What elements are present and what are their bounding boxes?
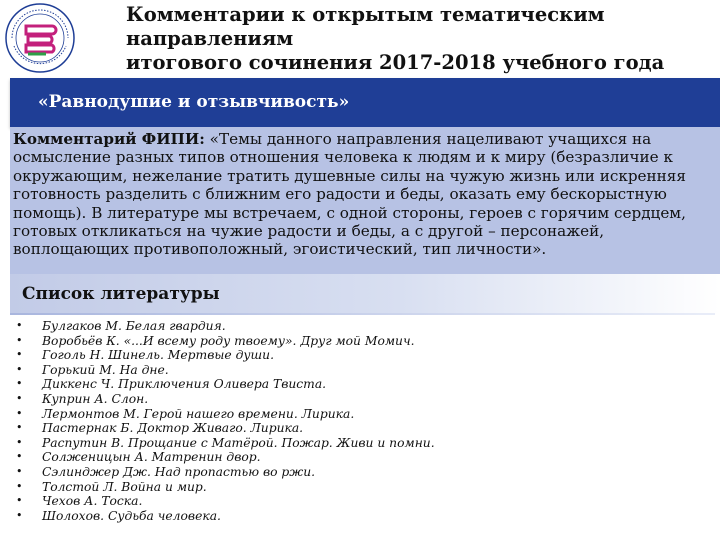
list-item: • Куприн А. Слон. xyxy=(16,391,149,406)
bullet: • xyxy=(16,391,23,405)
bullet: • xyxy=(16,333,23,347)
comment-text: «Темы данного направления нацеливают учащихся на осмысление разных типов отношения человека к людям и к миру (безразличие к окружающим, нежелание тратить душевные силы на чужую жизнь или искренняя готовность разделить с ближним его радости и беды, оказать ему бескорыстную помощь). В литературе мы встречаем, с одной стороны, героев с горячим сердцем, готовых откликаться на чужие радости и беды, а с другой – персонажей, воплощающих противоположный, эгоистический, тип личности». xyxy=(13,130,686,259)
bullet: • xyxy=(16,479,23,493)
literature-list xyxy=(16,319,706,523)
bullet: • xyxy=(16,362,23,376)
list-item: • Лермонтов М. Герой нашего времени. Лирика. xyxy=(16,406,355,421)
institute-emblem-icon xyxy=(4,2,76,74)
list-item: • Солженицын А. Матренин двор. xyxy=(16,450,261,465)
list-item: • Толстой Л. Война и мир. xyxy=(16,479,207,494)
bullet: • xyxy=(16,377,23,391)
list-item: • Сэлинджер Дж. Над пропастью во ржи. xyxy=(16,464,316,479)
section-divider xyxy=(10,313,715,315)
bullet: • xyxy=(16,450,23,464)
bullet: • xyxy=(16,421,23,435)
bullet: • xyxy=(16,435,23,449)
literature-heading: Список литературы xyxy=(10,274,720,314)
list-item: • Шолохов. Судьба человека. xyxy=(16,508,221,523)
bullet: • xyxy=(16,348,23,362)
bullet: • xyxy=(16,464,23,478)
title-line-2: итогового сочинения 2017-2018 учебного года xyxy=(126,51,665,74)
title-line-1: Комментарии к открытым тематическим направлениям xyxy=(126,3,605,50)
list-item: • Чехов А. Тоска. xyxy=(16,494,143,509)
fipi-comment-block xyxy=(10,127,720,274)
list-item: • Распутин В. Прощание с Матёрой. Пожар. Живи и помни. xyxy=(16,435,435,450)
bullet: • xyxy=(16,319,23,332)
topic-banner: «Равнодушие и отзывчивость» xyxy=(10,78,720,127)
bullet: • xyxy=(16,508,23,522)
comment-lead: Комментарий ФИПИ: xyxy=(13,130,205,148)
bullet: • xyxy=(16,406,23,420)
bullet: • xyxy=(16,494,23,508)
list-item: • Горький М. На дне. xyxy=(16,362,169,377)
page-title xyxy=(126,3,720,75)
list-item: • Воробьёв К. «...И всему роду твоему». Друг мой Момич. xyxy=(16,333,415,348)
list-item: • Диккенс Ч. Приключения Оливера Твиста. xyxy=(16,377,327,392)
list-item: • Пастернак Б. Доктор Живаго. Лирика. xyxy=(16,421,304,436)
list-item: • Булгаков М. Белая гвардия. xyxy=(16,319,226,333)
list-item: • Гоголь Н. Шинель. Мертвые души. xyxy=(16,348,274,363)
